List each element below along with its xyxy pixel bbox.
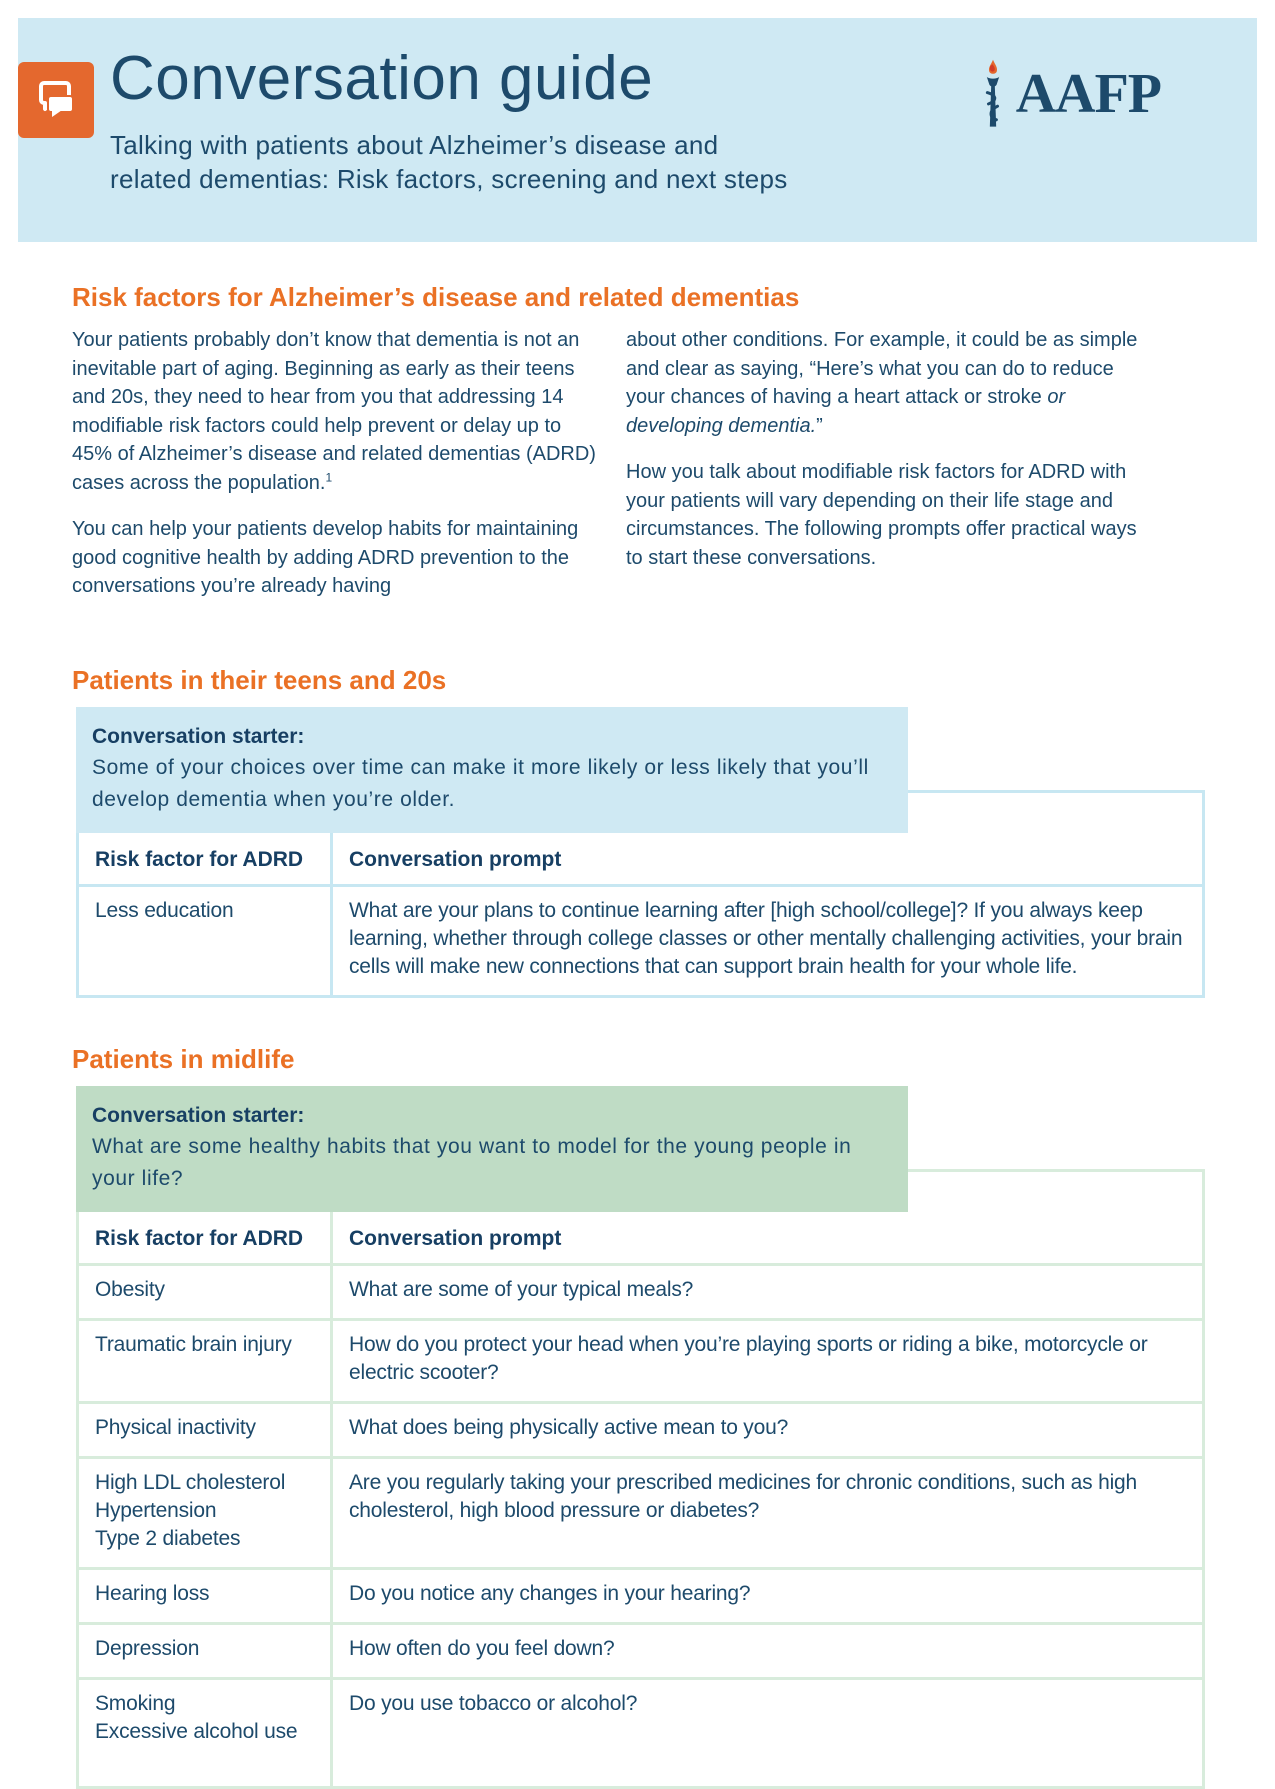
risk-factor-cell	[78, 1457, 332, 1568]
table-row	[78, 1568, 1204, 1623]
conversation-prompt-cell: What are your plans to continue learning after [high school/college]? If you always keep learning, whether through college classes or other mentally challenging activities, your brain cells will make new connections that can support brain health for your whole life.	[332, 885, 1204, 996]
table-row	[78, 1623, 1204, 1678]
conversation-prompt-cell: What does being physically active mean to you?	[332, 1402, 1204, 1457]
section-heading-teens: Patients in their teens and 20s	[72, 664, 447, 695]
intro-paragraph-4: How you talk about modifiable risk factors for ADRD with your patients will vary depending on their life stage and circumstances. The following prompts offer practical ways to start these conversations.	[626, 461, 1137, 569]
starter-text: What are some healthy habits that you want to model for the young people in your life?	[92, 1134, 852, 1190]
risk-factor-line: Hypertension	[95, 1498, 217, 1522]
intro-right-column	[626, 326, 1148, 619]
conversation-prompt-cell: How do you protect your head when you’re playing sports or riding a bike, motorcycle or electric scooter?	[332, 1319, 1204, 1402]
conversation-prompt-cell: Do you notice any changes in your hearing?	[332, 1568, 1204, 1623]
aafp-logo	[976, 54, 1161, 136]
table-row	[78, 1457, 1204, 1568]
starter-text: Some of your choices over time can make it more likely or less likely that you’ll develop dementia when you’re older.	[92, 755, 869, 811]
header-band	[18, 18, 1257, 242]
risk-table-midlife-body	[78, 1264, 1204, 1787]
risk-factor-line: Depression	[95, 1636, 200, 1660]
page-subtitle	[110, 128, 788, 196]
content	[72, 282, 1205, 1789]
risk-factor-line: Type 2 diabetes	[95, 1526, 241, 1550]
risk-factor-line: Hearing loss	[95, 1581, 210, 1605]
risk-factor-line: Traumatic brain injury	[95, 1332, 292, 1356]
intro-paragraph-1-text: Your patients probably don’t know that dementia is not an inevitable part of aging. Beginning as early as their teens and 20s, they need to hear from you that addressing 14 modifiable risk factors could help prevent or delay up to 45% of Alzheimer’s disease and related dementias (ADRD) cases across the population.	[72, 329, 596, 494]
intro-paragraph-3	[626, 326, 1148, 440]
risk-factor-cell	[78, 1264, 332, 1319]
conversation-prompt-cell: What are some of your typical meals?	[332, 1264, 1204, 1319]
table-row	[78, 1678, 1204, 1787]
aafp-wordmark: AAFP	[1015, 63, 1161, 125]
chat-bubbles-icon-svg	[30, 74, 82, 126]
table-row	[78, 885, 1204, 996]
torch-icon	[976, 56, 1010, 136]
risk-factor-cell	[78, 1402, 332, 1457]
page-subtitle-line1: Talking with patients about Alzheimer’s disease and	[110, 130, 719, 160]
risk-factor-line: High LDL cholesterol	[95, 1470, 286, 1494]
conversation-prompt-column-header: Conversation prompt	[332, 791, 1204, 885]
page-subtitle-line2: related dementias: Risk factors, screening and next steps	[110, 164, 788, 194]
risk-factor-column-header: Risk factor for ADRD	[78, 791, 332, 885]
risk-factor-line: Excessive alcohol use	[95, 1719, 298, 1743]
conversation-prompt-column-header: Conversation prompt	[332, 1170, 1204, 1264]
conversation-starter-box-teens	[76, 707, 908, 833]
page-title: Conversation guide	[110, 44, 654, 113]
table-row	[78, 1319, 1204, 1402]
risk-factor-line: Obesity	[95, 1277, 165, 1301]
risk-factor-cell	[78, 1319, 332, 1402]
risk-factor-cell	[78, 885, 332, 996]
conversation-prompt-cell: Are you regularly taking your prescribed medicines for chronic conditions, such as high cholesterol, high blood pressure or diabetes?	[332, 1457, 1204, 1568]
risk-factor-cell	[78, 1623, 332, 1678]
starter-label: Conversation starter:	[92, 724, 305, 748]
intro-paragraph-3-endquote: ”	[816, 414, 823, 437]
conversation-prompt-cell: Do you use tobacco or alcohol?	[332, 1678, 1204, 1787]
risk-table-midlife	[76, 1169, 1205, 1789]
section-heading-midlife: Patients in midlife	[72, 1043, 295, 1074]
risk-table-teens-body	[78, 885, 1204, 996]
intro-left-column	[72, 326, 600, 619]
risk-factor-cell	[78, 1568, 332, 1623]
risk-factor-column-header: Risk factor for ADRD	[78, 1170, 332, 1264]
intro-paragraph-3-italic: or developing dementia.	[626, 386, 1066, 437]
risk-factor-line: Less education	[95, 898, 234, 922]
risk-factor-line: Physical inactivity	[95, 1415, 256, 1439]
table-row	[78, 1402, 1204, 1457]
section-heading-risk-factors: Risk factors for Alzheimer’s disease and related dementias	[72, 282, 800, 312]
conversation-prompt-cell: How often do you feel down?	[332, 1623, 1204, 1678]
conversation-starter-box-midlife	[76, 1086, 908, 1212]
intro-paragraph-2: You can help your patients develop habits for maintaining good cognitive health by adding ADRD prevention to the conversations you’re already having	[72, 518, 579, 597]
chat-bubbles-icon	[18, 62, 94, 138]
page	[0, 18, 1275, 1743]
intro-paragraph-3-text: about other conditions. For example, it could be as simple and clear as saying, “Here’s what you can do to reduce your chances of having a heart attack or stroke	[626, 329, 1138, 408]
risk-factor-cell	[78, 1678, 332, 1787]
intro-paragraph-1	[72, 326, 600, 497]
starter-label: Conversation starter:	[92, 1103, 305, 1127]
title-block	[110, 44, 788, 196]
risk-factor-line: Smoking	[95, 1691, 176, 1715]
intro-columns	[72, 326, 1205, 619]
footnote-ref-1: 1	[325, 469, 333, 484]
table-row	[78, 1264, 1204, 1319]
